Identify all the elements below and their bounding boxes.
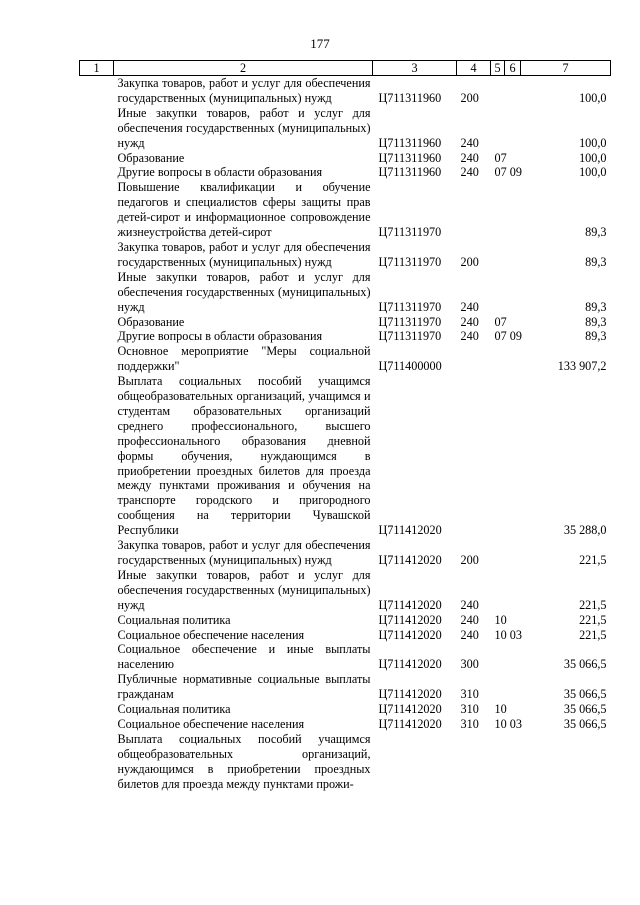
row-description: Основное мероприятие "Меры социальной поддержки" [117, 344, 371, 374]
row-amount: 100,0 [579, 135, 607, 150]
page-number: 177 [310, 36, 330, 51]
table-row [80, 151, 611, 166]
row-target-code: Ц711311970 [378, 329, 442, 344]
table-row [80, 702, 611, 717]
budget-table [79, 60, 611, 792]
row-expense-type [457, 180, 491, 240]
row-description: Выплата социальных пособий учащимся общеобразовательных организаций, учащимся и студентам образовательных организаций среднего профессионального, высшего профессионального образования дневной формы обучения, нуждающимся в приобретении проездных билетов для проезда между пунктами проживания и обучения на транспорте городского и пригородного сообщения на территории Чувашской Республики [117, 374, 371, 538]
row-section-code [491, 538, 521, 568]
table-row [80, 613, 611, 628]
row-blank-cell [80, 315, 114, 330]
row-expense-type: 240 [460, 314, 479, 329]
row-amount: 35 288,0 [563, 523, 607, 538]
row-blank-cell [80, 240, 114, 270]
row-target-code: Ц711412020 [378, 657, 442, 672]
table-row [80, 76, 611, 106]
row-blank-cell [80, 717, 114, 732]
row-section-code [491, 106, 521, 151]
row-description: Выплата социальных пособий учащимся общеобразовательных организаций, нуждающимся в приобретении проездных билетов для проезда между пунктами прожи- [117, 731, 371, 791]
row-blank-cell [80, 374, 114, 538]
column-header-1: 1 [80, 61, 114, 76]
table-row [80, 538, 611, 568]
row-amount: 89,3 [585, 299, 607, 314]
table-row [80, 374, 611, 538]
row-blank-cell [80, 106, 114, 151]
table-row [80, 672, 611, 702]
column-header-4: 4 [457, 61, 491, 76]
row-expense-type: 200 [460, 90, 479, 105]
row-description: Иные закупки товаров, работ и услуг для обеспечения государственных (муниципальных) нужд [117, 269, 371, 314]
row-blank-cell [80, 165, 114, 180]
row-amount: 35 066,5 [563, 687, 607, 702]
column-header-7: 7 [521, 61, 611, 76]
table-row [80, 732, 611, 792]
row-target-code: Ц711311970 [378, 225, 442, 240]
row-description: Социальная политика [117, 612, 231, 627]
row-target-code: Ц711412020 [378, 716, 442, 731]
row-expense-type: 240 [460, 597, 479, 612]
row-target-code: Ц711311960 [378, 165, 442, 180]
row-amount: 221,5 [579, 553, 607, 567]
row-expense-type: 300 [460, 657, 479, 672]
row-expense-type: 240 [460, 627, 479, 642]
row-amount [521, 732, 611, 792]
row-section-code: 07 [494, 150, 507, 165]
row-target-code: Ц711412020 [378, 553, 442, 567]
row-blank-cell [80, 180, 114, 240]
column-header-6: 6 [505, 61, 521, 76]
row-amount: 35 066,5 [563, 702, 607, 717]
row-target-code: Ц711412020 [378, 702, 442, 717]
table-row [80, 240, 611, 270]
table-row [80, 180, 611, 240]
row-expense-type: 310 [460, 687, 479, 702]
row-blank-cell [80, 76, 114, 106]
row-amount: 221,5 [579, 612, 607, 627]
row-description: Иные закупки товаров, работ и услуг для обеспечения государственных (муниципальных) нужд [117, 567, 371, 612]
table-row [80, 106, 611, 151]
row-expense-type: 240 [460, 329, 479, 344]
row-section-code: 10 03 [494, 716, 522, 731]
row-section-code [491, 270, 521, 315]
table-row [80, 165, 611, 180]
row-description: Закупка товаров, работ и услуг для обеспечения государственных (муниципальных) нужд [117, 76, 371, 105]
row-section-code [491, 568, 521, 613]
row-section-code: 07 09 [494, 165, 522, 180]
table-row [80, 568, 611, 613]
row-amount: 221,5 [579, 627, 607, 642]
table-row [80, 628, 611, 643]
row-target-code: Ц711400000 [378, 359, 442, 374]
row-description: Закупка товаров, работ и услуг для обеспечения государственных (муниципальных) нужд [117, 538, 371, 567]
row-expense-type: 240 [460, 150, 479, 165]
row-description: Другие вопросы в области образования [117, 165, 323, 180]
row-blank-cell [80, 702, 114, 717]
row-section-code [491, 180, 521, 240]
column-header-3: 3 [373, 61, 457, 76]
row-description: Социальное обеспечение населения [117, 716, 305, 731]
row-description: Публичные нормативные социальные выплаты гражданам [117, 672, 371, 702]
row-description: Социальное обеспечение населения [117, 627, 305, 642]
table-row [80, 717, 611, 732]
row-target-code: Ц711311970 [378, 254, 442, 269]
table-row [80, 329, 611, 344]
row-section-code: 10 [494, 702, 507, 717]
table-row [80, 344, 611, 374]
row-section-code: 07 09 [494, 329, 522, 344]
row-amount: 89,3 [585, 329, 607, 344]
row-blank-cell [80, 151, 114, 166]
row-section-code [491, 344, 521, 374]
row-target-code: Ц711412020 [378, 627, 442, 642]
row-blank-cell [80, 642, 114, 672]
row-description: Закупка товаров, работ и услуг для обеспечения государственных (муниципальных) нужд [117, 239, 371, 269]
row-target-code: Ц711412020 [378, 597, 442, 612]
row-target-code: Ц711412020 [378, 687, 442, 702]
row-blank-cell [80, 329, 114, 344]
row-target-code: Ц711311960 [378, 135, 442, 150]
row-description: Образование [117, 150, 185, 165]
row-section-code [491, 672, 521, 702]
row-target-code: Ц711311960 [378, 150, 442, 165]
row-section-code [491, 642, 521, 672]
row-amount: 89,3 [585, 225, 607, 240]
row-target-code [373, 732, 457, 792]
row-section-code: 07 [494, 314, 507, 329]
row-section-code: 10 03 [494, 627, 522, 642]
row-section-code [491, 76, 521, 106]
table-row [80, 315, 611, 330]
row-description: Социальная политика [117, 702, 231, 717]
row-amount: 100,0 [579, 90, 607, 105]
row-amount: 100,0 [579, 165, 607, 180]
row-expense-type [457, 344, 491, 374]
row-expense-type: 240 [460, 299, 479, 314]
row-expense-type: 240 [460, 135, 479, 150]
row-blank-cell [80, 628, 114, 643]
row-description: Социальное обеспечение и иные выплаты населению [117, 642, 371, 672]
table-body [80, 76, 611, 792]
row-blank-cell [80, 538, 114, 568]
row-description: Другие вопросы в области образования [117, 329, 323, 344]
row-amount: 89,3 [585, 254, 607, 269]
row-description: Иные закупки товаров, работ и услуг для обеспечения государственных (муниципальных) нужд [117, 105, 371, 150]
table-row [80, 270, 611, 315]
row-expense-type: 200 [460, 254, 479, 269]
row-expense-type [457, 374, 491, 538]
row-section-code [491, 732, 521, 792]
row-blank-cell [80, 568, 114, 613]
row-target-code: Ц711412020 [378, 523, 442, 538]
row-description: Образование [117, 314, 185, 329]
row-target-code: Ц711311970 [378, 299, 442, 314]
row-amount: 35 066,5 [563, 716, 607, 731]
row-blank-cell [80, 613, 114, 628]
row-expense-type: 240 [460, 165, 479, 180]
row-target-code: Ц711311970 [378, 314, 442, 329]
row-expense-type: 240 [460, 612, 479, 627]
column-header-5: 5 [491, 61, 505, 76]
row-expense-type: 310 [460, 716, 479, 731]
row-blank-cell [80, 672, 114, 702]
row-target-code: Ц711412020 [378, 612, 442, 627]
row-section-code [491, 240, 521, 270]
row-amount: 133 907,2 [557, 359, 607, 374]
row-amount: 100,0 [579, 150, 607, 165]
row-target-code: Ц711311960 [378, 90, 442, 105]
table-row [80, 642, 611, 672]
row-section-code: 10 [494, 612, 507, 627]
row-blank-cell [80, 344, 114, 374]
row-description: Повышение квалификации и обучение педагогов и специалистов сферы защиты прав детей-сирот и информационное сопровождение жизнеустройства детей-сирот [117, 180, 371, 240]
column-header-2: 2 [114, 61, 373, 76]
row-expense-type: 310 [460, 702, 479, 717]
row-amount: 221,5 [579, 597, 607, 612]
row-blank-cell [80, 270, 114, 315]
row-amount: 89,3 [585, 314, 607, 329]
row-expense-type [457, 732, 491, 792]
row-section-code [491, 374, 521, 538]
row-amount: 35 066,5 [563, 657, 607, 672]
row-blank-cell [80, 732, 114, 792]
row-expense-type: 200 [460, 553, 479, 567]
column-number-row [80, 61, 611, 76]
